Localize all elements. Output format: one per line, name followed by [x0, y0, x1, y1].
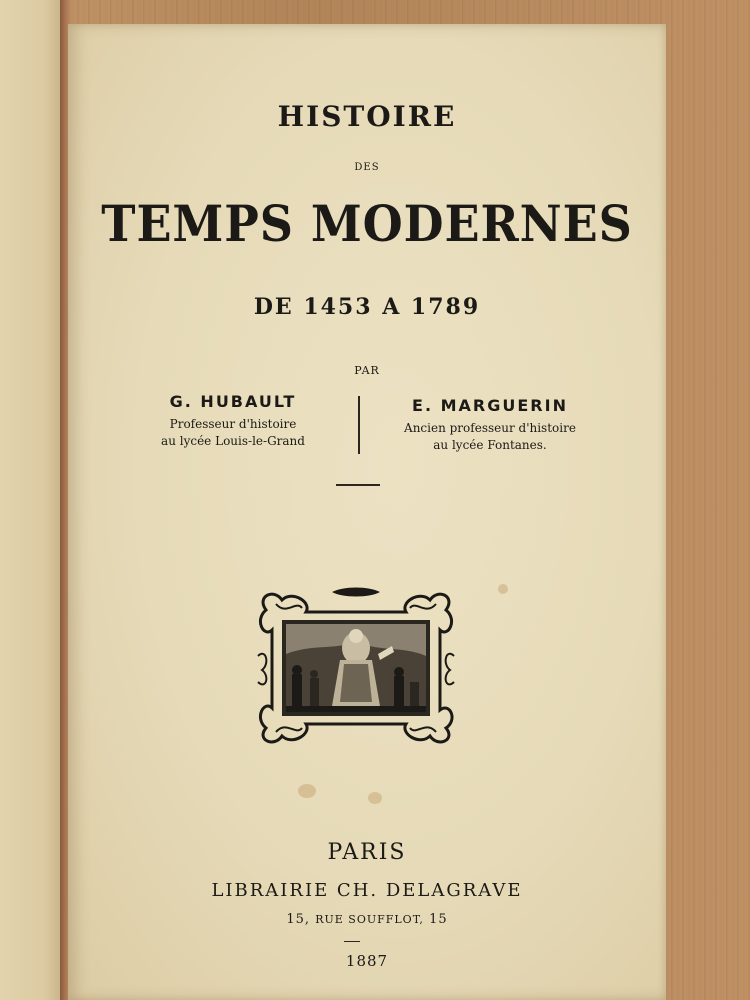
title-page: [68, 24, 666, 1000]
title-main: TEMPS MODERNES: [101, 194, 633, 253]
author-role-line2: au lycée Fontanes.: [433, 438, 547, 452]
author-hubault: [113, 392, 353, 450]
title-line-des: DES: [354, 162, 380, 173]
imprint-publisher: LIBRAIRIE CH. DELAGRAVE: [211, 880, 523, 901]
facing-page-edge: [0, 0, 64, 1000]
address-number: 15,: [286, 912, 311, 927]
imprint-year: 1887: [345, 952, 389, 970]
section-rule: [336, 484, 380, 486]
paper-stain: [298, 784, 316, 798]
author-role-line1: Ancien professeur d'histoire: [404, 421, 576, 435]
author-role-line1: Professeur d'histoire: [169, 417, 297, 431]
imprint-rule: [344, 941, 360, 942]
title-line-histoire: HISTOIRE: [277, 100, 457, 133]
author-role-line2: au lycée Louis-le-Grand: [161, 434, 305, 448]
address-street: RUE SOUFFLOT,: [315, 913, 424, 926]
paper-stain: [368, 792, 382, 804]
author-marguerin: [370, 396, 610, 454]
address-number-2: 15: [429, 912, 448, 927]
imprint-address: [68, 912, 666, 927]
engraved-vignette: [252, 586, 460, 748]
author-divider: [358, 396, 360, 454]
paper-stain: [498, 584, 508, 594]
by-label: PAR: [354, 364, 380, 377]
author-name: E. MARGUERIN: [412, 396, 568, 415]
imprint-city: PARIS: [327, 840, 407, 865]
title-dates: DE 1453 A 1789: [253, 294, 481, 320]
author-name: G. HUBAULT: [169, 392, 297, 411]
